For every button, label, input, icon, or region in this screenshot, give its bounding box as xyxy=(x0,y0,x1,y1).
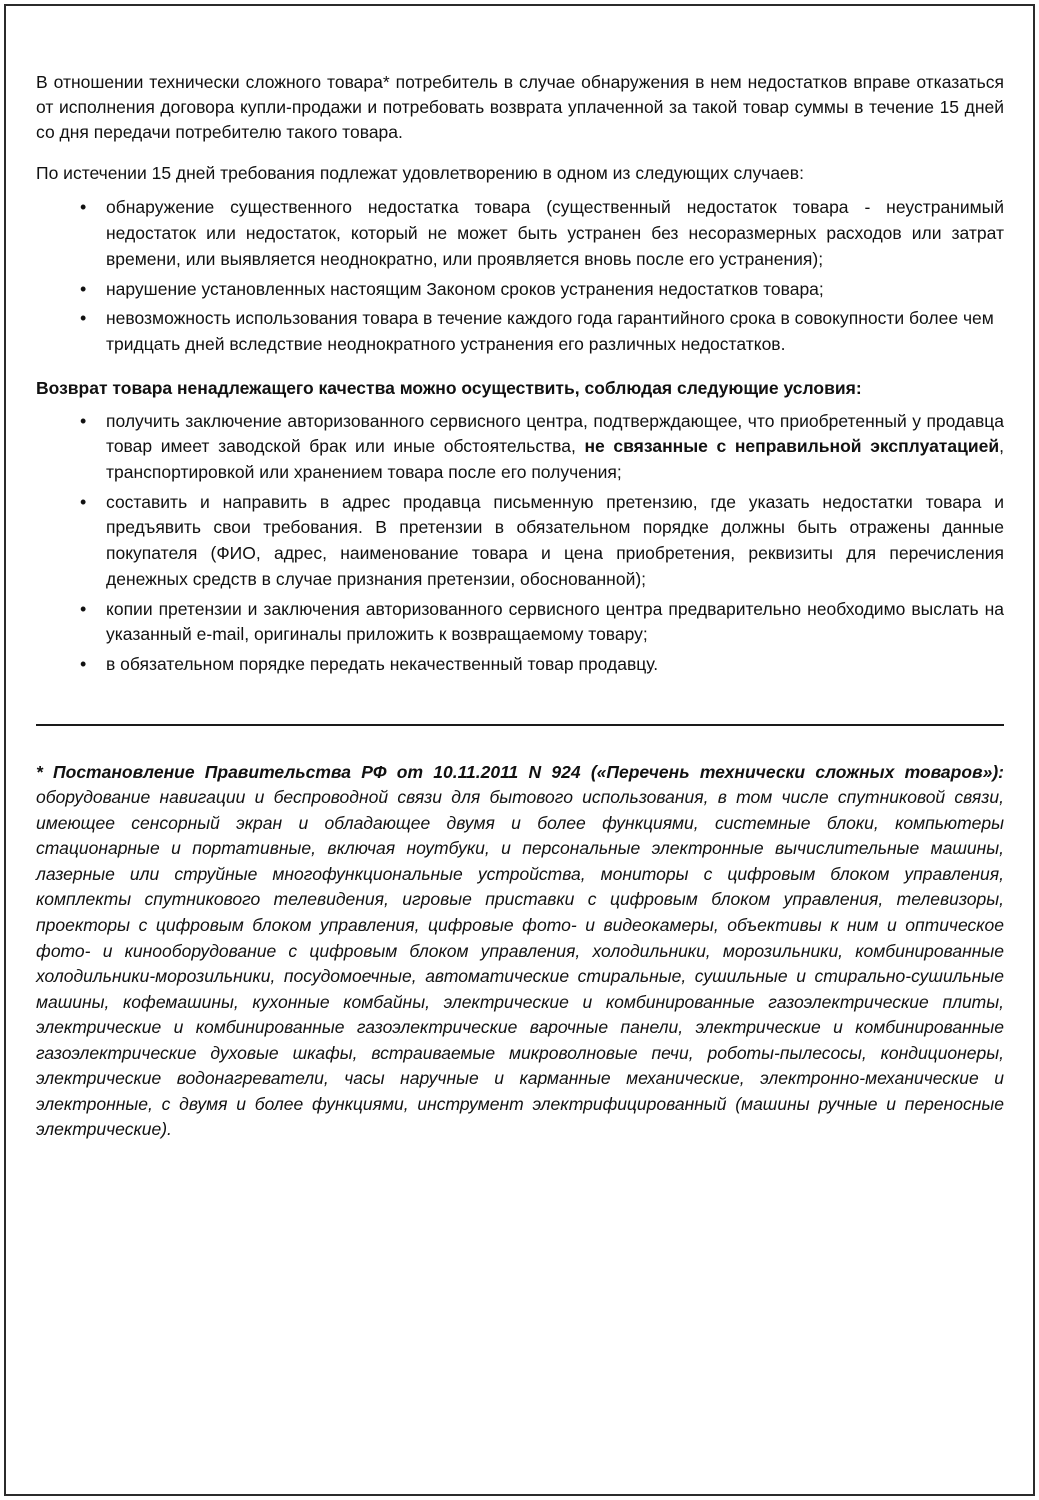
list-item-text-emphasis: не связанные с неправильной эксплуатацией xyxy=(584,436,1000,457)
list-item xyxy=(36,409,1004,486)
document-content xyxy=(36,70,1004,1160)
list-item: • нарушение установленных настоящим Законом сроков устранения недостатков товара; xyxy=(36,277,1004,303)
after-15-days-list xyxy=(36,195,1004,357)
footnote-body: оборудование навигации и беспроводной связи для бытового использования, в том числе спутниковой связи, имеющее сенсорный экран и обладающее двумя и более функциями, системные блоки, компьютеры стационарные и портативные, включая ноутбуки, и персональные электронные вычислительные машины, лазерные или струйные многофункциональные устройства, мониторы с цифровым блоком управления, комплекты спутникового телевидения, игровые приставки с цифровым блоком управления, телевизоры, проекторы с цифровым блоком управления, цифровые фото- и видеокамеры, объективы к ним и оптическое фото- и кинооборудование с цифровым блоком управления, холодильники, морозильники, комбинированные холодильники-морозильники, посудомоечные, автоматические стиральные, сушильные и стирально-сушильные машины, кофемашины, кухонные комбайны, электрические и комбинированные газоэлектрические плиты, электрические и комбинированные газоэлектрические варочные панели, электрические и комбинированные газоэлектрические духовые шкафы, встраиваемые микроволновые печи, роботы-пылесосы, кондиционеры, электрические водонагреватели, часы наручные и карманные механические, электронно-механические и электронные, с двумя и более функциями, инструмент электрифицированный (машины ручные и переносные электрические). xyxy=(36,787,1004,1140)
list-item-text-part1: получить заключение авторизованного сервисного центра, подтверждающее, что приобретенный у продавца товар имеет заводской брак или иные обстоятельства, xyxy=(106,410,1004,457)
footnote-title: * Постановление Правительства РФ от 10.11.2011 N 924 («Перечень технически сложных товаров»): xyxy=(36,761,1004,782)
list-item-text-part1: копии претензии и заключения авторизованного сервисного центра предварительно необходимо выслать на указанный e-mail, оригиналы приложить к возвращаемому товару; xyxy=(106,598,1004,645)
footnote-paragraph xyxy=(36,760,1004,1143)
list-item: • обнаружение существенного недостатка товара (существенный недостаток товара - неустранимый недостаток или недостаток, который не может быть устранен без несоразмерных расходов или затрат времени, или выявляется неоднократно, или проявляется вновь после его устранения); xyxy=(36,195,1004,272)
return-conditions-heading xyxy=(36,376,1004,401)
return-conditions-list xyxy=(36,409,1004,678)
list-item: • невозможность использования товара в течение каждого года гарантийного срока в совокупности более чем тридцать дней вследствие неоднократного устранения его различных недостатков. xyxy=(36,306,1004,357)
list-item-text-part1: в обязательном порядке передать некачественный товар продавцу. xyxy=(106,654,659,674)
after-15-days-lead: По истечении 15 дней требования подлежат удовлетворению в одном из следующих случаев: xyxy=(36,162,804,183)
intro-paragraph: В отношении технически сложного товара* потребитель в случае обнаружения в нем недостатков вправе отказаться от исполнения договора купли-продажи и потребовать возврата уплаченной за такой товар суммы в течение 15 дней со дня передачи потребителю такого товара. xyxy=(36,72,1004,142)
list-item-text-part1: составить и направить в адрес продавца письменную претензию, где указать недостатки товара и предъявить свои требования. В претензии в обязательном порядке должны быть отражены данные покупателя (ФИО, адрес, наименование товара и цена приобретения, реквизиты для перечисления денежных средств в случае признания претензии, обоснованной); xyxy=(106,491,1004,589)
return-conditions-heading-colon: : xyxy=(855,377,862,398)
list-item xyxy=(36,490,1004,593)
return-conditions-heading-text: Возврат товара ненадлежащего качества можно осуществить, соблюдая следующие условия xyxy=(36,377,856,398)
list-item xyxy=(36,597,1004,648)
list-item xyxy=(36,652,1004,678)
section-divider xyxy=(36,724,1004,726)
list-item-text-part2: , транспортировкой или хранением товара после его получения; xyxy=(106,436,1004,482)
